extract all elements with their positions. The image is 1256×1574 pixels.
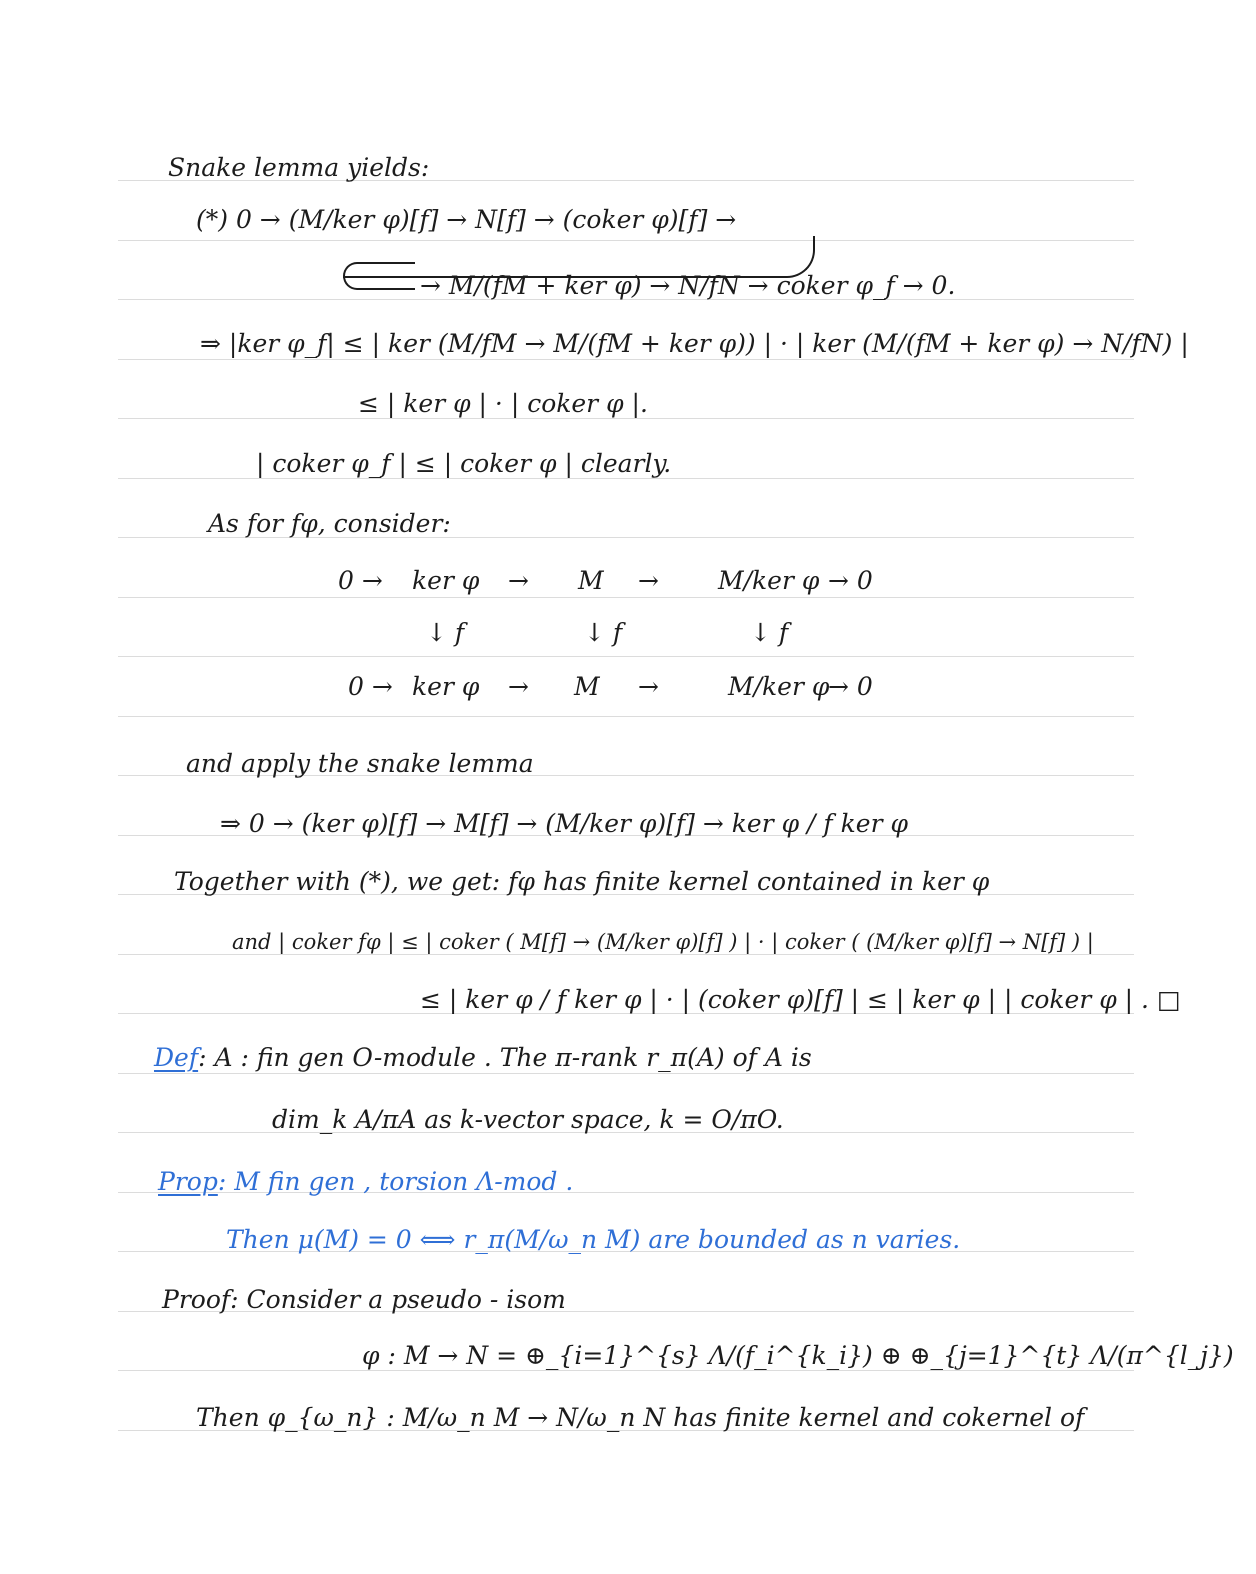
def-text: : A : fin gen O-module . The π-rank r_π(A) of A is [198,1043,812,1072]
def-heading: Def [154,1043,199,1072]
diagram-cell: ker φ [412,672,480,701]
proposition-line [158,1166,573,1198]
diagram-cell: ker φ [412,566,480,595]
diagram-cell: M [574,672,600,701]
commutative-diagram [338,562,898,722]
note-line: → M/(fM + ker φ) → N/fN → coker φ_f → 0. [420,271,956,300]
diagram-cell: → [508,566,529,595]
note-line: Snake lemma yields: [168,153,430,182]
diagram-cell: → [638,672,659,701]
note-line: φ : M → N = ⊕_{i=1}^{s} Λ/(f_i^{k_i}) ⊕ ⊕_{j=1}^{t} Λ/(π^{l_j}) [362,1341,1234,1370]
diagram-cell: 0 → [338,566,383,595]
diagram-cell: → 0 [828,672,873,701]
diagram-cell: 0 → [348,672,393,701]
diagram-cell: ↓ f [584,618,623,647]
proposition-line: Then μ(M) = 0 ⟺ r_π(M/ω_n M) are bounded as n varies. [226,1225,961,1254]
note-line: ⇒ 0 → (ker φ)[f] → M[f] → (M/ker φ)[f] → ker φ / f ker φ [220,809,908,838]
note-line: and apply the snake lemma [186,749,534,778]
diagram-cell: ↓ f [426,618,465,647]
snake-connector [343,262,415,290]
diagram-cell: → [508,672,529,701]
diagram-cell: M/ker φ [718,566,820,595]
note-line: Then φ_{ω_n} : M/ω_n M → N/ω_n N has finite kernel and cokernel of [196,1403,1085,1432]
note-line: As for fφ, consider: [208,509,451,538]
diagram-cell: → [638,566,659,595]
diagram-cell: M [578,566,604,595]
proof-line: Proof: Consider a pseudo - isom [162,1285,566,1314]
diagram-cell: → 0 [828,566,873,595]
prop-text: : M fin gen , torsion Λ-mod . [217,1167,574,1196]
note-line: dim_k A/πA as k-vector space, k = O/πO. [272,1105,784,1134]
definition-line [154,1042,812,1074]
diagram-cell: M/ker φ [728,672,830,701]
note-line: ≤ | ker φ | · | coker φ |. [358,389,648,418]
note-line: ≤ | ker φ / f ker φ | · | (coker φ)[f] | ≤ | ker φ | | coker φ | . □ [420,985,1181,1014]
diagram-cell: ↓ f [750,618,789,647]
note-line: and | coker fφ | ≤ | coker ( M[f] → (M/ker φ)[f] ) | · | coker ( (M/ker φ)[f] → N[f] ) | [232,930,1094,954]
note-line: | coker φ_f | ≤ | coker φ | clearly. [256,449,672,478]
note-line: (*) 0 → (M/ker φ)[f] → N[f] → (coker φ)[f] → [196,205,737,234]
note-line: Together with (*), we get: fφ has finite kernel contained in ker φ [174,867,990,896]
note-line: ⇒ |ker φ_f| ≤ | ker (M/fM → M/(fM + ker φ)) | · | ker (M/(fM + ker φ) → N/fN) | [200,329,1189,358]
prop-heading: Prop [158,1167,218,1196]
